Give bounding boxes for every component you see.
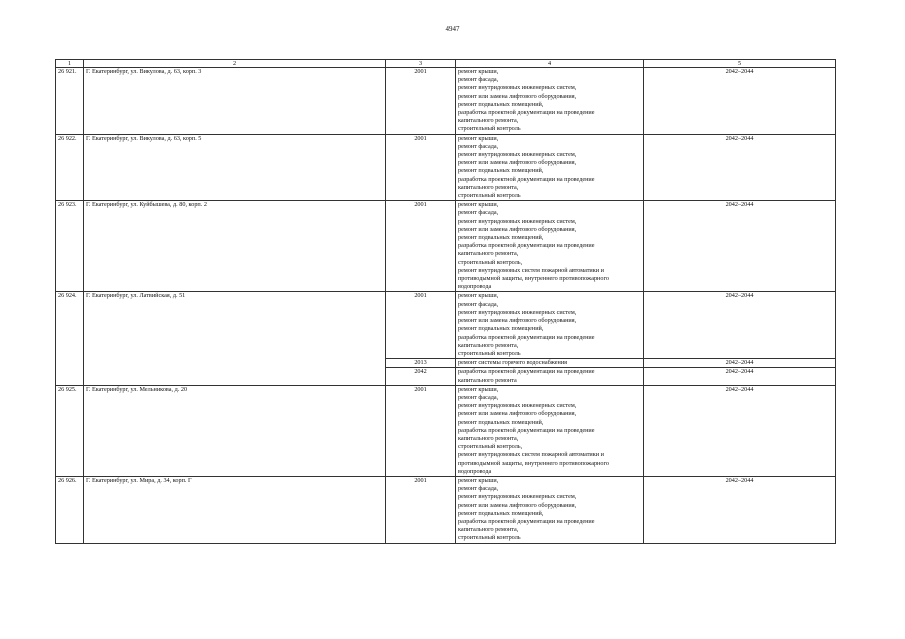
- work-line: строительный контроль: [458, 349, 521, 357]
- table-header-row: [56, 60, 836, 68]
- work-line: ремонт внутридомовых инженерных систем,: [458, 217, 577, 225]
- work-line: строительный контроль,: [458, 258, 523, 266]
- page-number: 4947: [445, 25, 460, 33]
- work-line: строительный контроль: [458, 534, 521, 542]
- work-line: ремонт или замена лифтового оборудования,: [458, 410, 577, 418]
- work-line: разработка проектной документации на проведение: [458, 517, 595, 525]
- work-line: ремонт крыши,: [458, 385, 499, 393]
- entry-period: 2042–2044: [644, 385, 836, 476]
- work-line: капитального ремонта,: [458, 117, 519, 125]
- column-header-address: 2: [84, 60, 386, 68]
- work-line: ремонт фасада,: [458, 76, 499, 84]
- work-line: ремонт крыши,: [458, 292, 499, 300]
- entry-works: [456, 134, 644, 201]
- work-line: ремонт подвальных помещений,: [458, 100, 544, 108]
- work-line: ремонт фасада,: [458, 393, 499, 401]
- entry-period: 2042–2044: [644, 359, 836, 368]
- entry-year: 2001: [386, 476, 456, 543]
- entry-year: 2042: [386, 368, 456, 385]
- work-line: капитального ремонта,: [458, 250, 519, 258]
- entry-number: 26 921.: [56, 68, 84, 135]
- entry-works: [456, 359, 644, 368]
- entry-number: 26 922.: [56, 134, 84, 201]
- work-line: ремонт крыши,: [458, 134, 499, 142]
- table-row: [56, 476, 836, 543]
- work-line: ремонт или замена лифтового оборудования,: [458, 317, 577, 325]
- work-line: ремонт подвальных помещений,: [458, 418, 544, 426]
- entry-works: [456, 201, 644, 292]
- column-header-number: 1: [56, 60, 84, 68]
- work-line: противодымной защиты, внутреннего противопожарного: [458, 459, 609, 467]
- entry-works: [456, 385, 644, 476]
- work-line: капитального ремонта,: [458, 526, 519, 534]
- work-line: ремонт или замена лифтового оборудования,: [458, 92, 577, 100]
- work-line: ремонт или замена лифтового оборудования,: [458, 225, 577, 233]
- work-line: разработка проектной документации на проведение: [458, 109, 595, 117]
- work-line: ремонт крыши,: [458, 68, 499, 75]
- entry-year: 2001: [386, 385, 456, 476]
- entry-address: Г. Екатеринбург, ул. Викулова, д. 63, корп. 5: [84, 134, 386, 201]
- entry-number: 26 925.: [56, 385, 84, 476]
- column-header-works: 4: [456, 60, 644, 68]
- entry-year: 2001: [386, 134, 456, 201]
- work-line: ремонт крыши,: [458, 476, 499, 484]
- work-line: ремонт подвальных помещений,: [458, 167, 544, 175]
- work-line: разработка проектной документации на проведение: [458, 333, 595, 341]
- entry-period: 2042–2044: [644, 134, 836, 201]
- entry-address: Г. Екатеринбург, ул. Латвийская, д. 51: [84, 292, 386, 385]
- work-line: ремонт или замена лифтового оборудования,: [458, 159, 577, 167]
- work-line: капитального ремонта,: [458, 341, 519, 349]
- entry-address: Г. Екатеринбург, ул. Мира, д. 34, корп. Г: [84, 476, 386, 543]
- entry-period: 2042–2044: [644, 292, 836, 359]
- work-line: ремонт внутридомовых инженерных систем,: [458, 402, 577, 410]
- entry-number: 26 924.: [56, 292, 84, 385]
- entry-works: [456, 368, 644, 385]
- work-line: строительный контроль,: [458, 443, 523, 451]
- table-row: [56, 201, 836, 292]
- work-line: ремонт фасада,: [458, 142, 499, 150]
- work-line: ремонт внутридомовых систем пожарной автоматики и: [458, 451, 604, 459]
- work-line: разработка проектной документации на проведение: [458, 368, 595, 376]
- work-line: разработка проектной документации на проведение: [458, 426, 595, 434]
- work-line: ремонт крыши,: [458, 201, 499, 209]
- work-line: ремонт системы горячего водоснабжения: [458, 359, 567, 367]
- entry-period: 2042–2044: [644, 368, 836, 385]
- entry-year: 2013: [386, 359, 456, 368]
- entry-number: 26 923.: [56, 201, 84, 292]
- work-line: капитального ремонта,: [458, 183, 519, 191]
- work-line: ремонт внутридомовых инженерных систем,: [458, 151, 577, 159]
- entry-period: 2042–2044: [644, 476, 836, 543]
- work-line: ремонт подвальных помещений,: [458, 234, 544, 242]
- work-line: капитального ремонта: [458, 376, 517, 384]
- entry-works: [456, 476, 644, 543]
- entry-period: 2042–2044: [644, 68, 836, 135]
- work-line: ремонт подвальных помещений,: [458, 325, 544, 333]
- column-header-period: 5: [644, 60, 836, 68]
- entry-number: 26 926.: [56, 476, 84, 543]
- work-line: разработка проектной документации на проведение: [458, 242, 595, 250]
- table-row: [56, 68, 836, 135]
- entry-address: Г. Екатеринбург, ул. Куйбышева, д. 80, корп. 2: [84, 201, 386, 292]
- entry-year: 2001: [386, 292, 456, 359]
- work-line: водопровода: [458, 283, 492, 291]
- entry-period: 2042–2044: [644, 201, 836, 292]
- work-line: разработка проектной документации на проведение: [458, 175, 595, 183]
- work-line: ремонт внутридомовых инженерных систем,: [458, 308, 577, 316]
- work-line: строительный контроль: [458, 125, 521, 133]
- work-line: ремонт подвальных помещений,: [458, 509, 544, 517]
- entry-works: [456, 68, 644, 135]
- work-line: ремонт внутридомовых инженерных систем,: [458, 493, 577, 501]
- work-line: ремонт или замена лифтового оборудования,: [458, 501, 577, 509]
- work-line: ремонт фасада,: [458, 485, 499, 493]
- work-line: ремонт фасада,: [458, 300, 499, 308]
- entry-year: 2001: [386, 201, 456, 292]
- entry-address: Г. Екатеринбург, ул. Викулова, д. 63, корп. 3: [84, 68, 386, 135]
- work-line: противодымной защиты, внутреннего противопожарного: [458, 275, 609, 283]
- capital-repair-table: [55, 59, 836, 544]
- column-header-year: 3: [386, 60, 456, 68]
- work-line: строительный контроль: [458, 192, 521, 200]
- entry-address: Г. Екатеринбург, ул. Мельникова, д. 20: [84, 385, 386, 476]
- work-line: ремонт внутридомовых систем пожарной автоматики и: [458, 266, 604, 274]
- entry-works: [456, 292, 644, 359]
- table-row: [56, 292, 836, 359]
- table-row: [56, 134, 836, 201]
- work-line: ремонт фасада,: [458, 209, 499, 217]
- entry-year: 2001: [386, 68, 456, 135]
- table-row: [56, 385, 836, 476]
- work-line: капитального ремонта,: [458, 434, 519, 442]
- work-line: ремонт внутридомовых инженерных систем,: [458, 84, 577, 92]
- work-line: водопровода: [458, 467, 492, 475]
